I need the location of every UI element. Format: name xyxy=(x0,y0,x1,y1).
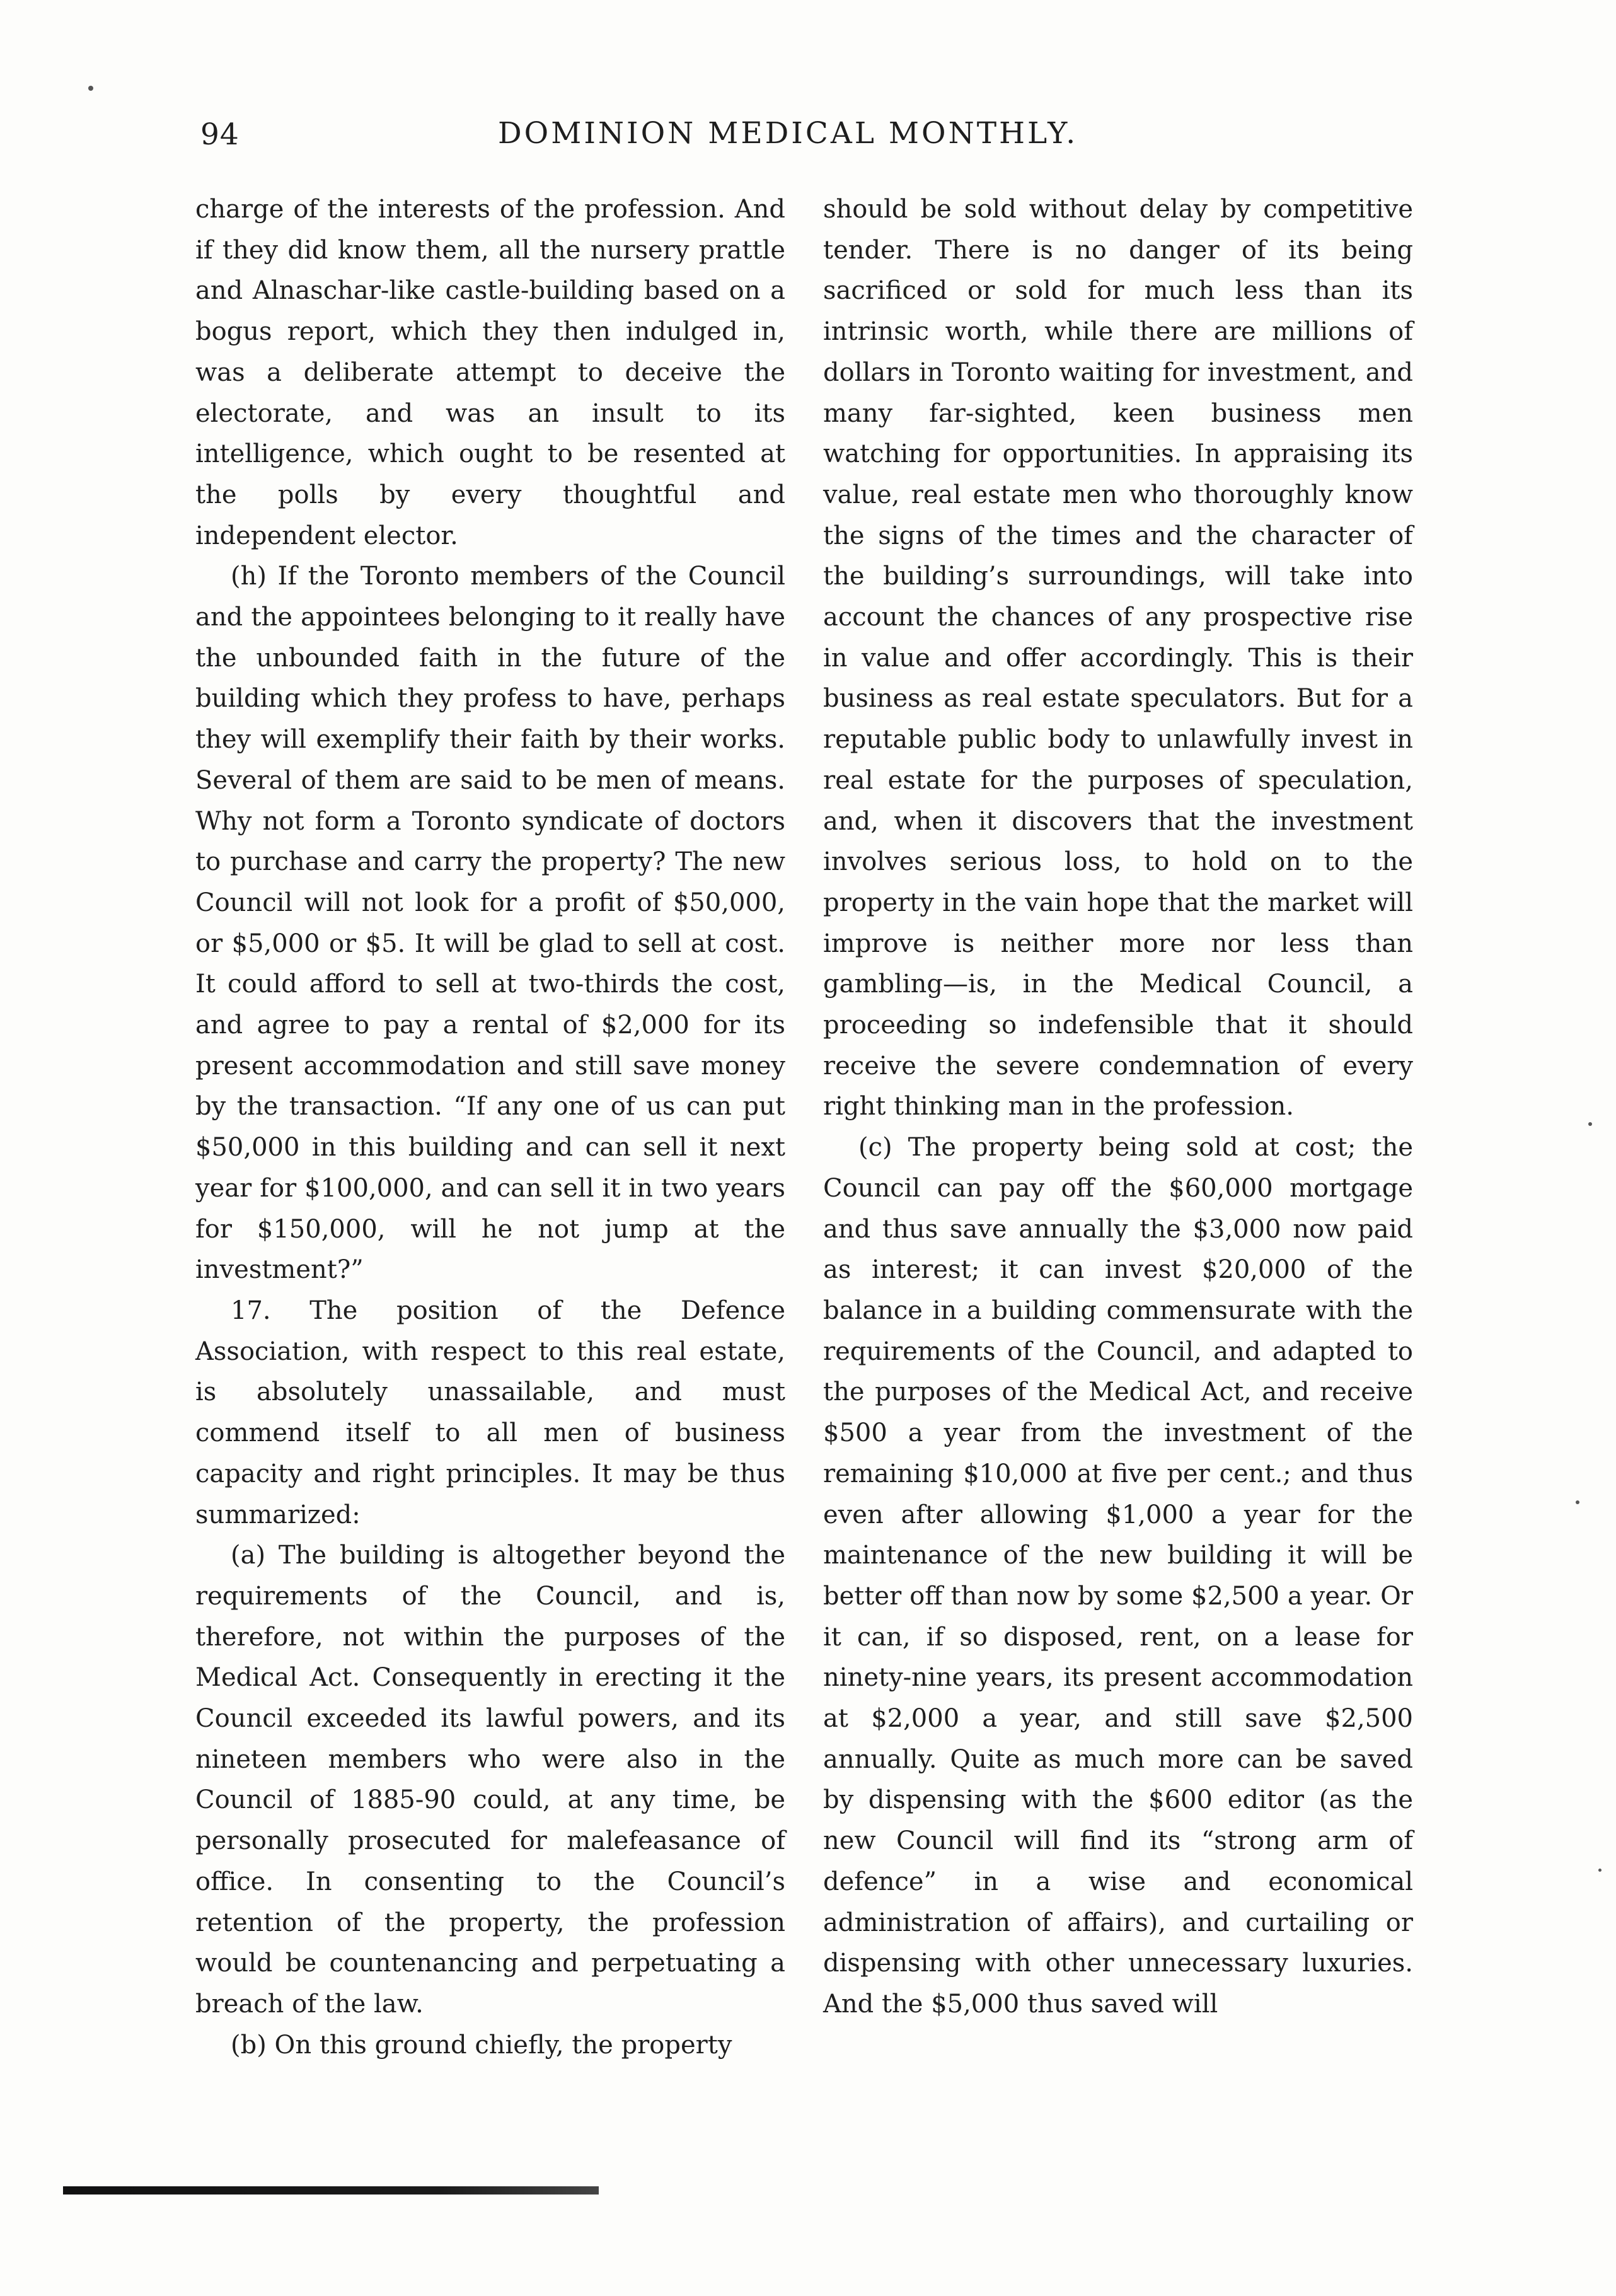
running-head: DOMINION MEDICAL MONTHLY. xyxy=(498,116,1078,151)
scan-speck xyxy=(88,86,93,91)
paragraph: (c) The property being sold at cost; the Council can pay off the $60,000 mortgage and thus save annually the $3,000 now paid as interest; it can invest $20,000 of the balance in a building commensurate with the requirements of the Council, and adapted to the purposes of the Medical Act, and receive $500 a year from the investment of the remaining $10,000 at five per cent.; and thus even after allowing $1,000 a year for the maintenance of the new building it will be better off than now by some $2,500 a year. Or it can, if so disposed, rent, on a lease for ninety-nine years, its present accommodation at $2,000 a year, and still save $2,500 annually. Quite as much more can be saved by dispensing with the $600 editor (as the new Council will find its “strong arm of defence” in a wise and economical administration of affairs), and curtailing or dispensing with other unnecessary luxuries. And the $5,000 thus saved will xyxy=(823,1133,1413,2019)
paragraph: 17. The position of the Defence Association, with respect to this real estate, is absolutely unassailable, and must commend itself to all men of business capacity and right principles. It may be thus summarized: xyxy=(195,1296,785,1529)
page-number: 94 xyxy=(200,117,240,152)
paragraph: charge of the interests of the profession. And if they did know them, all the nursery prattle and Alnaschar-like castle-building based on a bogus report, which they then indulged in, was a deliberate attempt to deceive the electorate, and was an insult to its intelligence, which ought to be resented at the polls by every thoughtful and independent elector. xyxy=(195,195,785,550)
right-column xyxy=(823,189,1413,2025)
bottom-rule xyxy=(63,2186,599,2195)
paragraph: (a) The building is altogether beyond the requirements of the Council, and is, therefore, not within the purposes of the Medical Act. Consequently in erecting it the Council exceeded its lawful powers, and its nineteen members who were also in the Council of 1885-90 could, at any time, be personally prosecuted for malefeasance of office. In consenting to the Council’s retention of the property, the profession would be countenancing and perpetuating a breach of the law. xyxy=(195,1541,785,2019)
paragraph: (b) On this ground chiefly, the property xyxy=(231,2030,732,2060)
paragraph: (h) If the Toronto members of the Council and the appointees belonging to it really have the unbounded faith in the future of the building which they profess to have, perhaps they will exemplify their faith by their works. Several of them are said to be men of means. Why not form a Toronto syndicate of doctors to purchase and carry the property? The new Council will not look for a profit of $50,000, or $5,000 or $5. It will be glad to sell at cost. It could afford to sell at two-thirds the cost, and agree to pay a rental of $2,000 for its present accommodation and still save money by the transaction. “If any one of us can put $50,000 in this building and can sell it next year for $100,000, and can sell it in two years for $150,000, will he not jump at the investment?” xyxy=(195,562,785,1285)
scan-speck xyxy=(1576,1500,1579,1504)
paragraph: should be sold without delay by competitive tender. There is no danger of its being sacrificed or sold for much less than its intrinsic worth, while there are millions of dollars in Toronto waiting for investment, and many far-sighted, keen business men watching for opportunities. In appraising its value, real estate men who thoroughly know the signs of the times and the character of the building’s surroundings, will take into account the chances of any prospective rise in value and offer accordingly. This is their business as real estate speculators. But for a reputable public body to unlawfully invest in real estate for the purposes of speculation, and, when it discovers that the investment involves serious loss, to hold on to the property in the vain hope that the market will improve is neither more nor less than gambling—is, in the Medical Council, a proceeding so indefensible that it should receive the severe condemnation of every right thinking man in the profession. xyxy=(823,195,1413,1122)
left-column xyxy=(195,189,785,2065)
scan-speck xyxy=(1598,1869,1602,1872)
scan-speck xyxy=(1588,1122,1592,1126)
